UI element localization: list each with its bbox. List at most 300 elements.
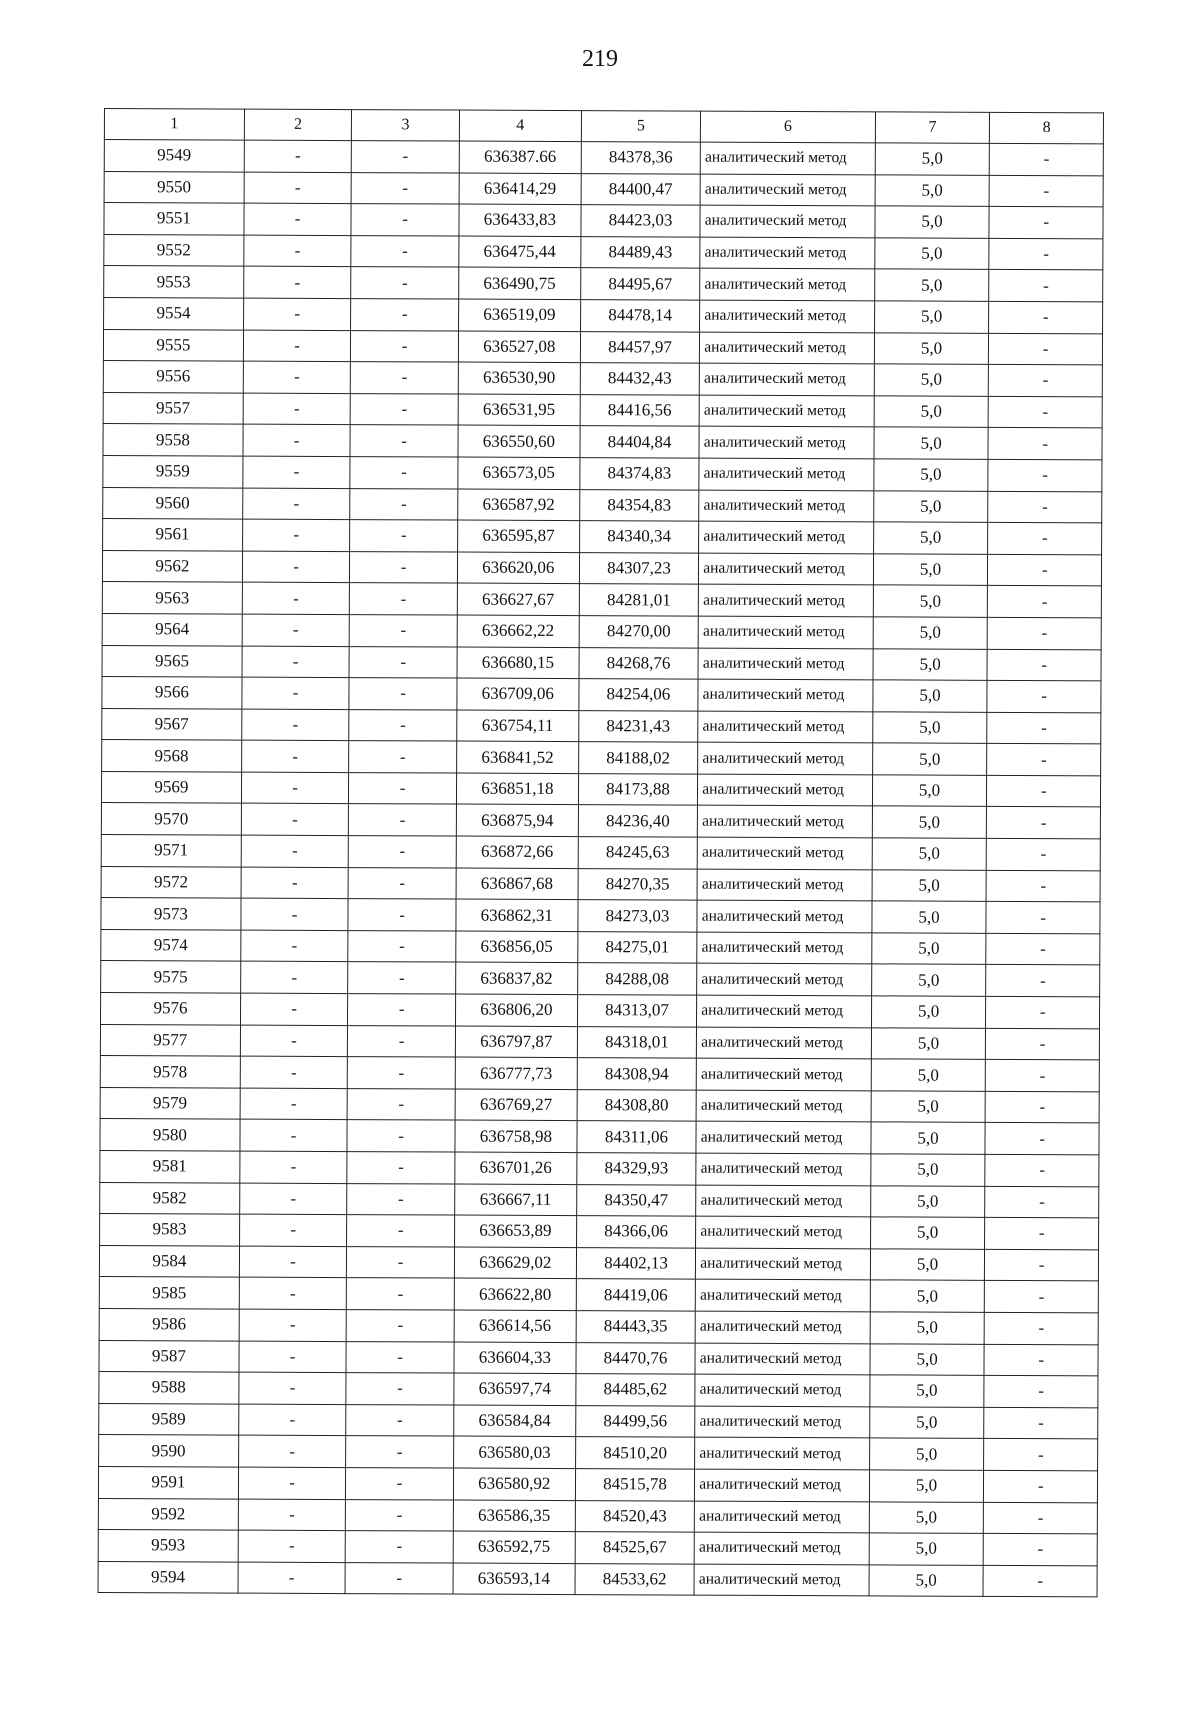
table-cell: 636584,84 [454, 1405, 576, 1437]
table-cell: - [988, 491, 1102, 523]
table-row [98, 1498, 1097, 1534]
table-row [103, 487, 1102, 523]
table-cell: - [348, 930, 456, 962]
table-cell: 636527,08 [458, 331, 580, 363]
table-cell: 84404,84 [580, 426, 700, 458]
table-cell: - [346, 1436, 454, 1468]
table-cell: 9556 [103, 361, 243, 393]
table-cell: 5,0 [875, 174, 990, 206]
table-cell: 9563 [102, 582, 242, 614]
table-cell: 5,0 [871, 1091, 986, 1123]
table-body [98, 140, 1103, 1598]
table-cell: 636841,52 [456, 741, 578, 773]
table-cell: 84495,67 [580, 268, 700, 300]
table-cell: - [348, 962, 456, 994]
table-cell: - [990, 143, 1104, 175]
table-cell: 9589 [99, 1403, 239, 1435]
table-cell: аналитический метод [699, 490, 874, 522]
table-cell: 9562 [102, 550, 242, 582]
table-cell: 84489,43 [581, 236, 701, 268]
table-row [98, 1561, 1097, 1597]
column-header: 5 [581, 111, 701, 143]
table-cell: - [242, 709, 350, 741]
table-cell: 84340,34 [579, 521, 699, 553]
table-cell: - [346, 1531, 454, 1563]
table-cell: - [984, 1376, 1098, 1408]
table-cell: - [985, 1091, 1099, 1123]
table-cell: - [243, 424, 351, 456]
table-cell: - [351, 362, 459, 394]
table-cell: 84499,56 [575, 1405, 695, 1437]
table-row [100, 1119, 1099, 1155]
table-row [104, 297, 1103, 333]
table-cell: - [241, 898, 349, 930]
table-cell: - [985, 1154, 1099, 1186]
table-cell: - [239, 1277, 347, 1309]
table-cell: 5,0 [874, 332, 989, 364]
table-row [102, 550, 1101, 586]
table-cell: аналитический метод [697, 1027, 872, 1059]
table-cell: аналитический метод [696, 1122, 871, 1154]
table-cell: - [347, 1152, 455, 1184]
table-cell: 84354,83 [579, 489, 699, 521]
table-cell: 9579 [100, 1087, 240, 1119]
table-cell: 636592,75 [453, 1531, 575, 1563]
column-header: 1 [104, 109, 244, 141]
table-row [100, 1056, 1099, 1092]
table-cell: - [989, 175, 1103, 207]
table-cell: - [346, 1499, 454, 1531]
table-cell: 636614,56 [454, 1310, 576, 1342]
table-cell: - [350, 583, 458, 615]
table-row [98, 1530, 1097, 1566]
table-cell: 9591 [98, 1466, 238, 1498]
table-cell: 9557 [103, 392, 243, 424]
table-cell: - [239, 1246, 347, 1278]
table-cell: - [346, 1404, 454, 1436]
table-cell: 636837,82 [456, 962, 578, 994]
table-row [101, 961, 1100, 997]
table-cell: - [244, 235, 352, 267]
table-cell: 5,0 [874, 269, 989, 301]
table-cell: 84188,02 [578, 742, 698, 774]
table-cell: - [351, 172, 459, 204]
table-cell: 636629,02 [454, 1247, 576, 1279]
table-cell: 9582 [100, 1182, 240, 1214]
table-cell: - [239, 1183, 347, 1215]
table-cell: 636593,14 [453, 1563, 575, 1595]
table-cell: - [238, 1435, 346, 1467]
table-cell: - [986, 902, 1100, 934]
table-cell: 84308,94 [577, 1058, 697, 1090]
table-cell: 84366,06 [576, 1216, 696, 1248]
table-cell: - [239, 1309, 347, 1341]
table-cell: 84510,20 [575, 1437, 695, 1469]
table-cell: аналитический метод [697, 995, 872, 1027]
table-cell: аналитический метод [695, 1469, 870, 1501]
table-cell: 636667,11 [455, 1184, 577, 1216]
table-cell: 5,0 [872, 775, 987, 807]
table-cell: 9552 [104, 234, 244, 266]
table-cell: 9549 [104, 140, 244, 172]
table-cell: - [983, 1565, 1097, 1597]
table-cell: 5,0 [870, 1217, 985, 1249]
table-row [103, 361, 1102, 397]
table-cell: - [984, 1344, 1098, 1376]
table-cell: - [350, 425, 458, 457]
table-cell: 5,0 [873, 648, 988, 680]
table-cell: - [242, 614, 350, 646]
table-cell: 5,0 [869, 1565, 984, 1597]
table-cell: аналитический метод [700, 268, 875, 300]
table-row [103, 519, 1102, 555]
table-cell: 84378,36 [581, 142, 701, 174]
table-cell: - [346, 1341, 454, 1373]
table-cell: 84402,13 [576, 1247, 696, 1279]
table-cell: 636580,92 [453, 1468, 575, 1500]
table-cell: 9558 [103, 424, 243, 456]
table-cell: 9573 [101, 898, 241, 930]
table-cell: - [348, 1025, 456, 1057]
table-cell: 636769,27 [455, 1089, 577, 1121]
table-row [99, 1245, 1098, 1281]
table-cell: 9570 [101, 803, 241, 835]
table-cell: 9576 [101, 993, 241, 1025]
table-cell: 84457,97 [580, 331, 700, 363]
table-cell: 5,0 [872, 838, 987, 870]
table-row [102, 708, 1101, 744]
table-cell: аналитический метод [696, 1058, 871, 1090]
table-cell: 84520,43 [575, 1500, 695, 1532]
table-cell: 5,0 [874, 364, 989, 396]
table-cell: аналитический метод [700, 174, 875, 206]
table-cell: 5,0 [870, 1185, 985, 1217]
table-cell: - [243, 298, 351, 330]
table-cell: 84533,62 [575, 1563, 695, 1595]
column-header: 6 [701, 111, 876, 143]
column-header: 8 [990, 112, 1104, 143]
table-cell: аналитический метод [697, 837, 872, 869]
table-cell: аналитический метод [699, 584, 874, 616]
table-cell: 84308,80 [577, 1089, 697, 1121]
table-cell: - [986, 996, 1100, 1028]
table-cell: - [988, 554, 1102, 586]
table-row [99, 1372, 1098, 1408]
table-cell: - [352, 141, 460, 173]
table-cell: - [348, 994, 456, 1026]
table-cell: - [350, 457, 458, 489]
table-cell: 84432,43 [580, 363, 700, 395]
table-cell: - [988, 459, 1102, 491]
table-cell: 5,0 [875, 143, 990, 175]
table-cell: - [987, 775, 1101, 807]
table-cell: 9583 [100, 1214, 240, 1246]
table-cell: - [985, 1312, 1099, 1344]
table-cell: 84270,35 [578, 868, 698, 900]
table-cell: - [986, 933, 1100, 965]
table-cell: аналитический метод [699, 553, 874, 585]
table-cell: 9592 [98, 1498, 238, 1530]
table-cell: 5,0 [871, 964, 986, 996]
table-cell: - [989, 301, 1103, 333]
table-cell: 9590 [99, 1435, 239, 1467]
table-cell: 636597,74 [454, 1373, 576, 1405]
table-cell: - [988, 428, 1102, 460]
table-cell: 5,0 [875, 206, 990, 238]
table-cell: - [350, 520, 458, 552]
table-cell: 5,0 [869, 1501, 984, 1533]
table-row [102, 645, 1101, 681]
table-cell: 636586,35 [453, 1500, 575, 1532]
table-cell: 636851,18 [456, 773, 578, 805]
table-cell: 636806,20 [455, 994, 577, 1026]
table-cell: - [989, 207, 1103, 239]
table-cell: - [242, 551, 350, 583]
table-cell: 9553 [104, 266, 244, 298]
table-cell: 5,0 [872, 901, 987, 933]
table-cell: 9572 [101, 866, 241, 898]
table-cell: - [244, 140, 352, 172]
table-cell: - [241, 930, 349, 962]
table-cell: 9578 [100, 1056, 240, 1088]
table-cell: - [349, 646, 457, 678]
table-cell: аналитический метод [699, 426, 874, 458]
table-cell: 5,0 [874, 459, 989, 491]
table-cell: 636550,60 [458, 425, 580, 457]
table-cell: - [242, 677, 350, 709]
table-cell: - [989, 333, 1103, 365]
table-cell: аналитический метод [695, 1374, 870, 1406]
table-row [102, 677, 1101, 713]
table-cell: 84400,47 [581, 173, 701, 205]
table-cell: - [988, 617, 1102, 649]
table-row [103, 392, 1102, 428]
table-cell: 636622,80 [454, 1278, 576, 1310]
table-row [101, 929, 1100, 965]
table-row [99, 1403, 1098, 1439]
table-cell: 5,0 [869, 1407, 984, 1439]
table-cell: 5,0 [872, 806, 987, 838]
table-cell: 84236,40 [578, 805, 698, 837]
table-cell: 636627,67 [457, 583, 579, 615]
table-row [101, 866, 1100, 902]
table-cell: 5,0 [874, 427, 989, 459]
table-cell: 636872,66 [456, 836, 578, 868]
table-cell: аналитический метод [700, 300, 875, 332]
table-row [99, 1340, 1098, 1376]
table-row [104, 203, 1103, 239]
table-cell: - [348, 867, 456, 899]
table-cell: 5,0 [870, 1280, 985, 1312]
table-cell: 5,0 [869, 1438, 984, 1470]
table-cell: - [243, 456, 351, 488]
table-row [103, 455, 1102, 491]
table-cell: 636875,94 [456, 805, 578, 837]
table-cell: - [238, 1467, 346, 1499]
table-cell: 84245,63 [578, 837, 698, 869]
table-cell: аналитический метод [700, 205, 875, 237]
table-cell: 84515,78 [575, 1469, 695, 1501]
table-row [101, 835, 1100, 871]
page-number: 219 [582, 46, 618, 72]
table-cell: - [351, 330, 459, 362]
table-cell: 9561 [103, 519, 243, 551]
column-header: 7 [875, 112, 990, 144]
table-cell: 9574 [101, 929, 241, 961]
table-cell: 636758,98 [455, 1120, 577, 1152]
table-cell: 5,0 [873, 617, 988, 649]
table-cell: 9594 [98, 1561, 238, 1593]
table-cell: 636531,95 [458, 394, 580, 426]
column-header: 3 [352, 110, 460, 141]
table-cell: 9577 [100, 1024, 240, 1056]
table-cell: 84288,08 [577, 963, 697, 995]
table-cell: 9550 [104, 171, 244, 203]
table-cell: - [238, 1562, 346, 1594]
table-cell: - [985, 1281, 1099, 1313]
table-cell: аналитический метод [698, 711, 873, 743]
table-cell: - [240, 1151, 348, 1183]
table-cell: - [350, 551, 458, 583]
table-cell: - [987, 649, 1101, 681]
table-cell: аналитический метод [699, 395, 874, 427]
table-cell: - [987, 712, 1101, 744]
table-cell: 9587 [99, 1340, 239, 1372]
table-cell: 84281,01 [579, 584, 699, 616]
table-cell: 84275,01 [578, 931, 698, 963]
table-cell: 636519,09 [458, 299, 580, 331]
coordinates-table [98, 108, 1104, 1598]
table-cell: 5,0 [873, 585, 988, 617]
table-cell: 636856,05 [456, 931, 578, 963]
table-cell: 84478,14 [580, 300, 700, 332]
table-cell: 84313,07 [577, 995, 697, 1027]
table-cell: 84419,06 [576, 1279, 696, 1311]
table-cell: - [986, 965, 1100, 997]
table-cell: 636754,11 [457, 710, 579, 742]
table-cell: - [985, 1123, 1099, 1155]
table-cell: 5,0 [871, 1027, 986, 1059]
table-cell: 636580,03 [453, 1436, 575, 1468]
table-row [100, 1024, 1099, 1060]
table-cell: - [346, 1468, 454, 1500]
table-cell: 9581 [100, 1150, 240, 1182]
table-cell: - [243, 330, 351, 362]
table-cell: - [347, 1120, 455, 1152]
table-cell: 84273,03 [578, 900, 698, 932]
table-cell: - [241, 804, 349, 836]
table-cell: аналитический метод [697, 869, 872, 901]
table-cell: 5,0 [871, 1122, 986, 1154]
table-row [104, 171, 1103, 207]
table-row [101, 803, 1100, 839]
table-cell: - [347, 1183, 455, 1215]
table-cell: - [984, 1502, 1098, 1534]
table-cell: 84374,83 [580, 458, 700, 490]
table-cell: - [984, 1439, 1098, 1471]
table-cell: 636777,73 [455, 1057, 577, 1089]
table-cell: - [348, 1057, 456, 1089]
table-row [103, 329, 1102, 365]
column-header: 2 [244, 109, 352, 140]
table-cell: 84416,56 [580, 394, 700, 426]
table-cell: 5,0 [874, 396, 989, 428]
table-cell: 5,0 [870, 1249, 985, 1281]
table-cell: 5,0 [869, 1533, 984, 1565]
table-cell: аналитический метод [695, 1406, 870, 1438]
table-cell: 9569 [101, 771, 241, 803]
table-row [102, 740, 1101, 776]
table-cell: - [242, 646, 350, 678]
table-row [100, 1150, 1099, 1186]
table-row [99, 1308, 1098, 1344]
table-cell: - [346, 1310, 454, 1342]
table-cell: аналитический метод [696, 1090, 871, 1122]
table-cell: 5,0 [873, 490, 988, 522]
table-cell: - [348, 899, 456, 931]
table-cell: 636662,22 [457, 615, 579, 647]
table-cell: - [349, 614, 457, 646]
table-cell: - [243, 266, 351, 298]
table-cell: аналитический метод [700, 363, 875, 395]
table-cell: - [345, 1562, 453, 1594]
table-cell: - [351, 204, 459, 236]
table-cell: аналитический метод [696, 1279, 871, 1311]
table-cell: 5,0 [869, 1470, 984, 1502]
table-row [100, 1214, 1099, 1250]
table-cell: аналитический метод [700, 142, 875, 174]
table-cell: 636414,29 [459, 173, 581, 205]
table-cell: аналитический метод [696, 1185, 871, 1217]
table-cell: - [985, 1249, 1099, 1281]
table-row [101, 898, 1100, 934]
table-cell: - [241, 835, 349, 867]
table-cell: 636701,26 [455, 1152, 577, 1184]
table-cell: 636680,15 [457, 647, 579, 679]
table-cell: - [989, 238, 1103, 270]
table-cell: аналитический метод [700, 332, 875, 364]
table-cell: 5,0 [871, 996, 986, 1028]
table-cell: - [986, 1028, 1100, 1060]
table-cell: - [349, 836, 457, 868]
table-cell: - [349, 709, 457, 741]
table-cell: - [351, 235, 459, 267]
table-cell: - [985, 1186, 1099, 1218]
table-cell: аналитический метод [698, 616, 873, 648]
table-cell: 84268,76 [579, 647, 699, 679]
table-cell: 9554 [104, 297, 244, 329]
table-cell: 9568 [102, 740, 242, 772]
table-cell: 9585 [99, 1277, 239, 1309]
table-cell: 636387.66 [459, 141, 581, 173]
table-cell: 84329,93 [577, 1153, 697, 1185]
table-cell: - [241, 740, 349, 772]
table-row [102, 613, 1101, 649]
table-cell: - [986, 1060, 1100, 1092]
table-cell: 636587,92 [458, 489, 580, 521]
table-cell: аналитический метод [696, 1153, 871, 1185]
table-row [103, 424, 1102, 460]
table-cell: аналитический метод [698, 774, 873, 806]
table-row [104, 140, 1103, 176]
table-cell: аналитический метод [697, 964, 872, 996]
table-cell: - [347, 1215, 455, 1247]
table-cell: - [244, 203, 352, 235]
table-cell: - [350, 393, 458, 425]
table-cell: 84525,67 [575, 1532, 695, 1564]
table-cell: аналитический метод [700, 237, 875, 269]
table-cell: - [989, 396, 1103, 428]
